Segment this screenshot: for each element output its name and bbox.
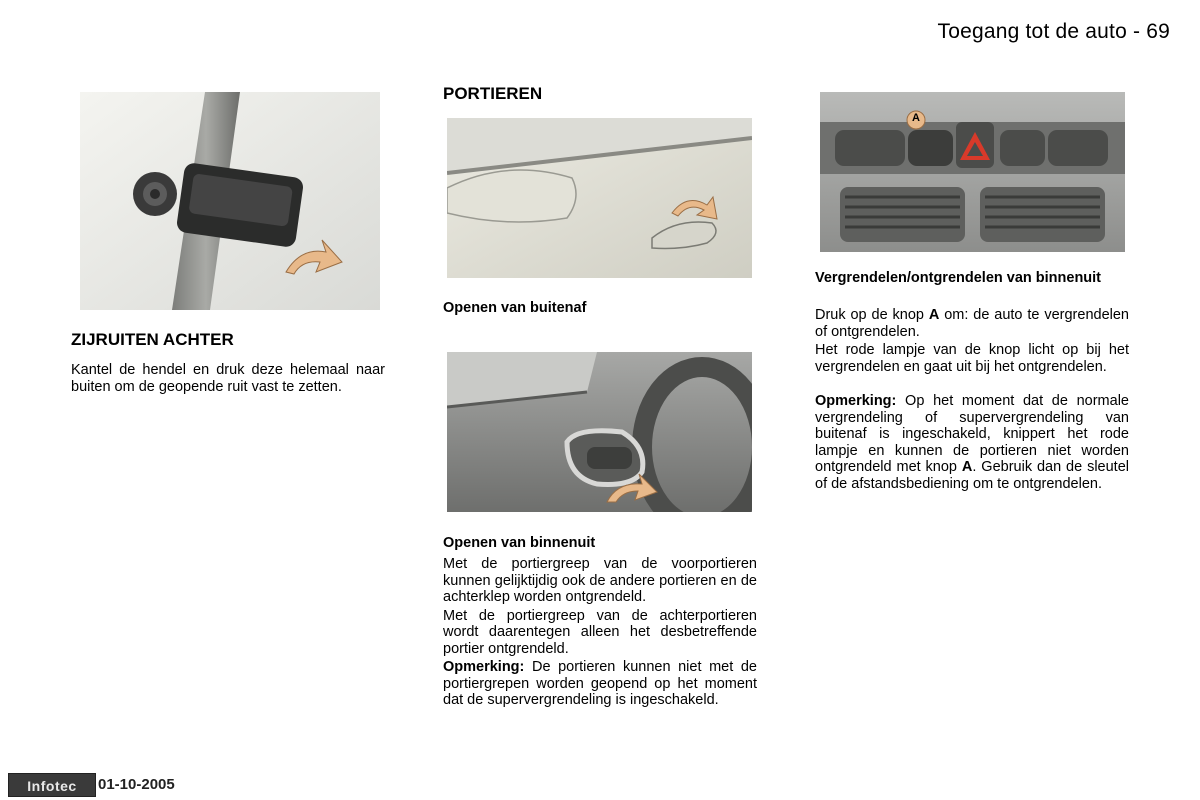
lock-unlock-heading: Vergrendelen/ontgrendelen van binnenuit [815, 270, 1102, 286]
inside-open-text [443, 556, 757, 711]
doors-heading: PORTIEREN [443, 84, 543, 103]
p1-text-a: Druk op de knop [815, 307, 929, 323]
rear-windows-heading: ZIJRUITEN ACHTER [71, 330, 234, 349]
p1-key: A [928, 307, 940, 323]
inside-handle-figure [447, 352, 752, 512]
inside-open-note [443, 659, 757, 709]
lock-unlock-paragraph-2: Het rode lampje van de knop licht op bij het vergrendelen en gaat uit bij het ontgrendelen. [815, 342, 1129, 375]
footer-date: 01-10-2005 [98, 776, 175, 793]
note-text-a: Op het moment dat de normale vergrendeling of supervergrendeling van buitenaf is ingeschakeld, knippert het rode lampje en kunnen de portieren niet worden ontgrendeld met knop [815, 393, 1129, 475]
outside-handle-figure [447, 118, 752, 278]
rear-window-latch-figure [80, 92, 380, 310]
inside-open-heading: Openen van binnenuit [443, 535, 596, 551]
button-a-callout: A [912, 112, 920, 124]
note-key: A [961, 459, 973, 475]
p1-text-b: om: de auto te vergrendelen of ontgrendelen. [815, 307, 1129, 340]
note-label-3: Opmerking: [815, 393, 897, 409]
note-text-b: . Gebruik dan de sleutel of de afstandsbediening om te ontgrendelen. [815, 459, 1129, 492]
rear-windows-text: Kantel de hendel en druk deze helemaal naar buiten om de geopende ruit vast te zetten. [71, 362, 385, 395]
note-text: De portieren kunnen niet met de portiergrepen worden geopend op het moment dat de supervergrendeling is ingeschakeld. [443, 659, 757, 708]
lock-unlock-note [815, 393, 1129, 492]
inside-open-paragraph-2: Met de portiergreep van de achterportieren wordt daarentegen alleen het desbetreffende portier ontgrendeld. [443, 607, 757, 657]
central-locking-button-figure [820, 92, 1125, 252]
lock-unlock-paragraph-1 [815, 307, 1129, 340]
inside-open-paragraph-1: Met de portiergreep van de voorportieren kunnen gelijktijdig ook de andere portieren en de achterklep worden ontgrendeld. [443, 556, 757, 605]
outside-open-caption: Openen van buitenaf [443, 300, 587, 316]
infotec-logo: Infotec [8, 773, 96, 797]
note-label: Opmerking: [443, 659, 525, 675]
page-header: Toegang tot de auto - 69 [937, 20, 1170, 43]
lock-unlock-text [815, 307, 1129, 494]
